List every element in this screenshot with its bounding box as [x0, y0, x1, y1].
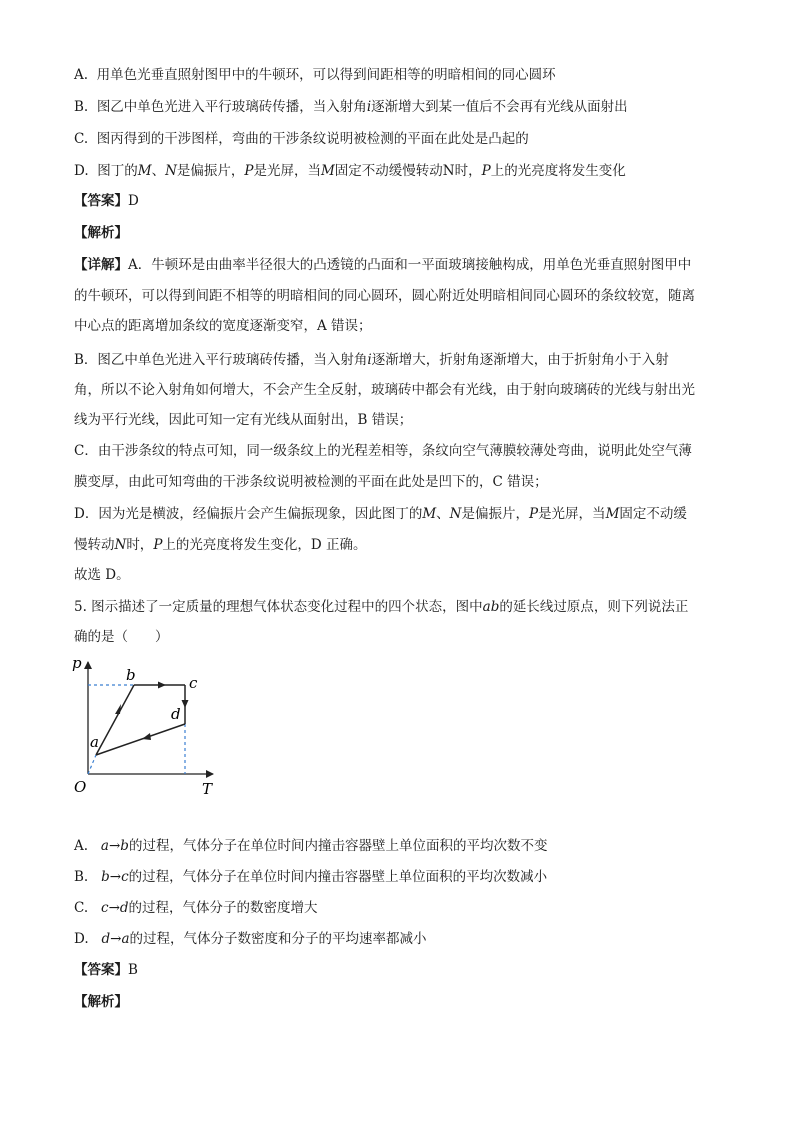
label-p: p	[72, 654, 82, 672]
q5-option-b: B. b→c的过程，气体分子在单位时间内撞击容器壁上单位面积的平均次数减小	[74, 869, 548, 885]
q5-option-d: D. d→a的过程，气体分子数密度和分子的平均速率都减小	[74, 931, 427, 947]
detail-line-9: D．因为光是横波，经偏振片会产生偏振现象，因此图丁的M、N是偏振片，P是光屏，当M固定不动缓	[74, 506, 687, 522]
detail-line-5: 角，所以不论入射角如何增大，不会产生全反射，玻璃砖中都会有光线，由于射向玻璃砖的光线与射出光	[74, 382, 695, 398]
q5-option-a: A. a→b的过程，气体分子在单位时间内撞击容器壁上单位面积的平均次数不变	[74, 838, 548, 854]
label-c: c	[189, 674, 198, 692]
segment-da	[96, 724, 185, 755]
question-5-stem-line-2: 确的是（ ）	[74, 629, 169, 645]
option-c-prev: C. 图丙得到的干涉图样，弯曲的干涉条纹说明被检测的平面在此处是凸起的	[74, 131, 529, 147]
label-b: b	[126, 666, 136, 684]
answer-prev: 【答案】D	[74, 193, 139, 209]
label-d: d	[171, 705, 181, 723]
option-a-prev: A. 用单色光垂直照射图甲中的牛顿环，可以得到间距相等的明暗相间的同心圆环	[74, 67, 556, 83]
detail-line-10: 慢转动N时，P上的光亮度将发生变化，D 正确。	[74, 537, 367, 553]
analysis-label-q5: 【解析】	[74, 994, 128, 1010]
option-b-prev: B. 图乙中单色光进入平行玻璃砖传播，当入射角i逐渐增大到某一值后不会再有光线从面射出	[74, 99, 628, 115]
dashed-extension-oa	[88, 755, 96, 774]
option-d-prev: D. 图丁的M、N是偏振片，P是光屏，当M固定不动缓慢转动N时，P上的光亮度将发生变化	[74, 163, 626, 179]
answer-q5: 【答案】B	[74, 962, 138, 978]
arrow-ab-icon	[115, 704, 121, 714]
arrow-da-icon	[142, 733, 151, 740]
detail-line-7: C．由干涉条纹的特点可知，同一级条纹上的光程差相等，条纹向空气薄膜较薄处弯曲，说明此处空气薄	[74, 443, 692, 459]
label-a: a	[90, 733, 99, 751]
analysis-label-prev: 【解析】	[74, 225, 128, 241]
detail-conclusion: 故选 D。	[74, 567, 130, 583]
label-O: O	[74, 778, 87, 796]
detail-line-3: 中心点的距离增加条纹的宽度逐渐变窄，A 错误；	[74, 318, 372, 334]
question-5-stem-line-1: 5. 图示描述了一定质量的理想气体状态变化过程中的四个状态，图中ab的延长线过原点，则下列说法正	[74, 599, 689, 615]
arrow-bc-icon	[158, 682, 166, 689]
q5-option-c: C. c→d的过程，气体分子的数密度增大	[74, 900, 318, 916]
arrow-cd-icon	[182, 700, 189, 708]
detail-line-1: 【详解】A．牛顿环是由曲率半径很大的凸透镜的凸面和一平面玻璃接触构成，用单色光垂直照射图甲中	[74, 257, 692, 273]
pt-diagram	[70, 652, 230, 802]
detail-line-8: 膜变厚，由此可知弯曲的干涉条纹说明被检测的平面在此处是凹下的，C 错误；	[74, 474, 548, 490]
detail-line-4: B．图乙中单色光进入平行玻璃砖传播，当入射角i逐渐增大，折射角逐渐增大，由于折射角小于入射	[74, 352, 669, 368]
detail-line-2: 的牛顿环，可以得到间距不相等的明暗相间的同心圆环，圆心附近处明暗相间同心圆环的条纹较宽，随离	[74, 288, 695, 304]
label-T: T	[202, 780, 213, 798]
detail-line-6: 线为平行光线，因此可知一定有光线从面射出，B 错误；	[74, 412, 413, 428]
